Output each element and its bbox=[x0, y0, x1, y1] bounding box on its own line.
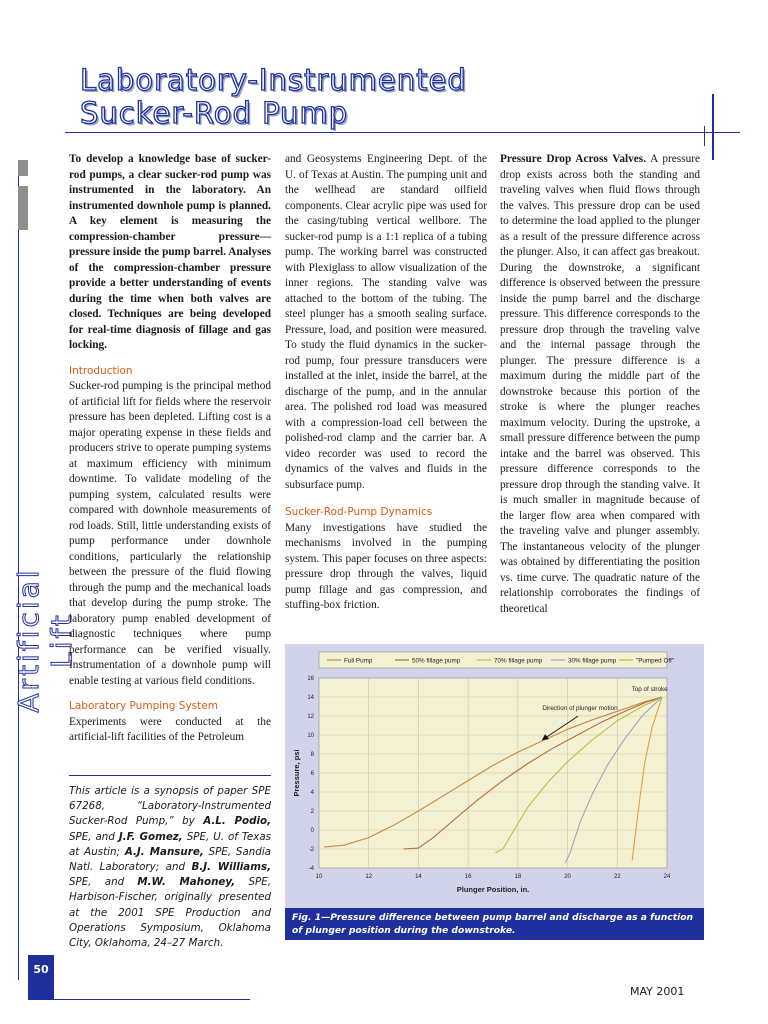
article-title bbox=[80, 64, 640, 130]
author-name: J.F. Gomez, bbox=[118, 830, 183, 843]
author-name: M.W. Mahoney, bbox=[137, 876, 236, 889]
synopsis-text: SPE, U. of Texas at Austin; bbox=[69, 830, 271, 858]
issue-date: MAY 2001 bbox=[630, 985, 685, 998]
introduction-body: Sucker-rod pumping is the principal method of artificial lift for fields where the reservoir pressure has been depleted. Lifting cost is a major operating expense in these fields and producers strive to operate pumping systems at maximum efficiency with minimum downtime. To validate modeling of the pumping system, calculated results were compared with downhole measurements of rod loads. Still, little understanding exists of pump performance under downhole conditions, particularly the relationship between the pressure of the fluid flowing through the pump and the mechanical loads that develop during the pump stroke. The laboratory pump enabled development of diagnostic techniques where pump performance can be verified visually. Instrumentation of a downhole pump will enable testing at various field conditions. bbox=[69, 380, 271, 687]
introduction-heading: Introduction bbox=[69, 364, 133, 377]
annotation-direction: Direction of plunger motion bbox=[542, 705, 618, 713]
lab-system-heading: Laboratory Pumping System bbox=[69, 700, 218, 712]
corner-mark-small bbox=[704, 126, 705, 146]
annotation-top-of-stroke: Top of stroke bbox=[631, 686, 668, 694]
dynamics-body: Many investigations have studied the mechanisms involved in the pumping system. This paper focuses on three aspects: pressure drop through the valves, liquid pump fillage and gas compression, and stuffing-box friction. bbox=[285, 521, 487, 611]
valves-heading: Pressure Drop Across Valves. bbox=[500, 153, 647, 165]
valves-body: A pressure drop exists across both the standing and traveling valves when fluid flows through the valves. This pressure drop can be used to determine the load applied to the plunger as a result of the pressure difference across the plunger. Also, it can affect gas breakout. During the downstroke, a significant difference is observed between the pressure inside the pump barrel and the discharge pressure. This difference corresponds to the pressure drop through the traveling valve and the internal passage through the plunger. The pressure difference is a maximum during the middle part of the downstroke because this portion of the stroke is where the plunger reaches maximum velocity. During the upstroke, a small pressure difference between the pump intake and the barrel was observed. This pressure difference corresponds to the pressure drop through the standing valve. It is much smaller in magnitude because of the larger flow area when compared with the traveling valve and plunger assembly. The instantaneous velocity of the plunger was obtained by differentiating the position vs. time curve. The quadratic nature of the relationship corroborates the findings of theoretical bbox=[500, 153, 700, 615]
x-tick-label: 20 bbox=[564, 874, 571, 880]
column-2 bbox=[285, 152, 487, 614]
synopsis-text: This article is a synopsis of paper SPE 67268, “Laboratory-Instrumented Sucker-Rod Pump,” by bbox=[69, 785, 271, 828]
y-tick-label: 4 bbox=[310, 790, 314, 796]
side-block-top bbox=[18, 160, 28, 176]
y-tick-label: -2 bbox=[308, 847, 314, 853]
synopsis-rule bbox=[69, 775, 271, 776]
corner-mark bbox=[712, 94, 714, 160]
synopsis-text: SPE, and bbox=[69, 830, 119, 843]
synopsis-text: SPE, and bbox=[69, 876, 138, 889]
author-name: A.J. Mansure, bbox=[124, 845, 204, 858]
y-tick-label: 14 bbox=[307, 695, 314, 701]
lead-paragraph: To develop a knowledge base of sucker-rod pumps, a clear sucker-rod pump was instrumented in the laboratory. An instrumented downhole pump is planned. A key element is measuring the compression-chamber pressure—pressure inside the pump barrel. Analyses of the compression-chamber pressure provide a better understanding of events during the time when both valves are closed. Techniques are being developed for real-time diagnosis of fillage and gas locking. bbox=[69, 153, 271, 351]
title-line-2: Sucker-Rod Pump bbox=[80, 96, 349, 130]
title-line-1: Laboratory-Instrumented bbox=[80, 63, 467, 97]
x-tick-label: 18 bbox=[514, 874, 522, 880]
dynamics-heading: Sucker-Rod-Pump Dynamics bbox=[285, 506, 433, 518]
legend-entry: "Pumped Off" bbox=[636, 657, 674, 665]
y-tick-label: 8 bbox=[310, 752, 314, 758]
y-tick-label: 0 bbox=[310, 828, 314, 834]
y-tick-label: 10 bbox=[307, 733, 314, 739]
y-axis-label: Pressure, psi bbox=[292, 749, 301, 797]
synopsis-text: SPE, Harbison-Fischer, originally presented at the 2001 SPE Production and Operations Symposium, Oklahoma City, Oklahoma, 24–27 March. bbox=[69, 876, 271, 950]
x-tick-label: 16 bbox=[464, 874, 472, 880]
lab-system-body: Experiments were conducted at the artificial-lift facilities of the Petroleum bbox=[69, 715, 271, 743]
x-tick-label: 12 bbox=[365, 874, 373, 880]
legend-entry: 50% fillage pump bbox=[412, 657, 461, 665]
pressure-chart bbox=[289, 650, 700, 905]
y-tick-label: 6 bbox=[310, 771, 314, 777]
footer-rule bbox=[28, 999, 250, 1000]
x-tick-label: 22 bbox=[613, 874, 621, 880]
section-side-label: Artificial Lift bbox=[12, 567, 78, 713]
col2-body: and Geosystems Engineering Dept. of the U. of Texas at Austin. The pumping unit and the wellhead are standard oilfield components. Clear acrylic pipe was used for the casing/tubing vertical wellbore. The sucker-rod pump is a 1:1 replica of a tubing pump. The working barrel was constructed with Plexiglass to allow visualization of the inner regions. The standing valve was attached to the bottom of the tubing. The steel plunger has a smooth sealing surface. Pressure, load, and position were measured. To study the fluid dynamics in the sucker-rod pump, four pressure transducers were installed at the inlet, inside the barrel, at the discharge of the pump, and in the annular area. The polished rod load was measured with a compression-load cell between the polished-rod clamp and the carrier bar. A video recorder was used to record the dynamics of the valves and fluids in the subsurface pump. bbox=[285, 153, 487, 491]
y-tick-label: 16 bbox=[307, 676, 314, 682]
x-tick-label: 14 bbox=[415, 874, 422, 880]
y-tick-label: 2 bbox=[310, 809, 314, 815]
author-name: A.L. Podio, bbox=[203, 815, 271, 828]
title-rule bbox=[65, 132, 740, 133]
side-block bbox=[18, 186, 28, 230]
legend-entry: 30% fillage pump bbox=[568, 657, 617, 665]
legend-entry: 70% fillage pump bbox=[494, 657, 543, 665]
column-1 bbox=[69, 152, 271, 746]
x-tick-label: 10 bbox=[315, 874, 323, 880]
synopsis-text: SPE, Sandia Natl. Laboratory; and bbox=[69, 845, 271, 874]
y-tick-label: -4 bbox=[308, 866, 314, 872]
author-name: B.J. Williams, bbox=[191, 861, 271, 874]
x-tick-label: 24 bbox=[663, 874, 671, 880]
col3-body bbox=[500, 152, 700, 617]
column-3 bbox=[500, 152, 700, 617]
synopsis-note bbox=[69, 784, 271, 951]
figure-caption: Fig. 1—Pressure difference between pump barrel and discharge as a function of plunger position during the downstroke. bbox=[292, 912, 694, 936]
legend-entry: Full Pump bbox=[344, 657, 373, 665]
y-tick-label: 12 bbox=[307, 714, 314, 720]
x-axis-label: Plunger Position, in. bbox=[456, 885, 530, 894]
page-number: 50 bbox=[28, 955, 54, 999]
